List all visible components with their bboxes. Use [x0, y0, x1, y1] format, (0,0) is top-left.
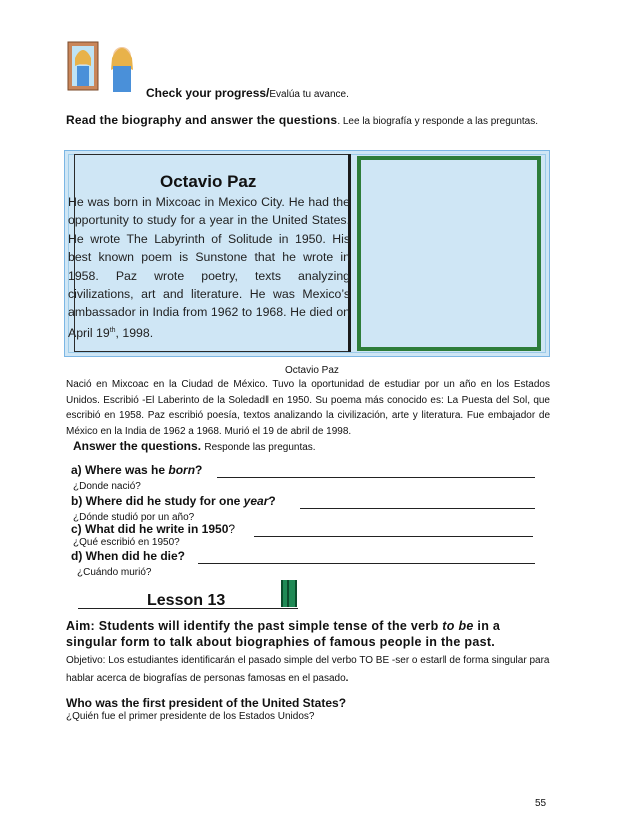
lesson-title: Lesson 13 [147, 592, 226, 609]
page-number: 55 [535, 798, 547, 809]
answer-line-a[interactable] [217, 476, 535, 478]
question-c: c) What did he write in 1950? [71, 522, 236, 536]
question-d-es: ¿Cuándo murió? [77, 567, 152, 578]
president-question-es: ¿Quién fue el primer presidente de los Estados Unidos? [66, 711, 315, 722]
book-icon [281, 580, 297, 607]
lesson-objective: Objetivo: Los estudiantes identificarán el pasado simple del verbo TO BE -ser o estar‖ de forma singular para hablar acerca de biografías de personas famosas en el pasado. [66, 655, 550, 684]
photo-placeholder [357, 156, 541, 351]
question-b: b) Where did he study for one year? [71, 494, 276, 508]
spanish-biography-text: Nació en Mixcoac en la Ciudad de México. Tuvo la oportunidad de estudiar por un año en los Estados Unidos. Escribió -El Laberinto de la Soledad‖ en 1950. Su poema más conocido es: La Puesta del Sol, que escribió en 1958. Paz escribió poesía, textos analizando la civilización, arte y literatura. Fue embajador de México en la India de 1962 a 1968. Murió el 19 de abril de 1998. [66, 379, 550, 437]
answer-line-d[interactable] [198, 562, 535, 564]
question-b-es: ¿Dónde studió por un año? [73, 512, 195, 523]
answer-line-b[interactable] [300, 507, 535, 509]
question-a: a) Where was he born? [71, 463, 203, 477]
question-d: d) When did he die? [71, 549, 185, 563]
two-girls-illustration [66, 36, 146, 94]
question-c-es: ¿Qué escribió en 1950? [73, 537, 180, 548]
questions-header: Answer the questions. Responde las preguntas. [73, 439, 316, 453]
reading-instructions: Read the biography and answer the questions. Lee la biografía y responde a las preguntas. [66, 113, 539, 127]
biography-title: Octavio Paz [160, 172, 257, 191]
spanish-biography-title: Octavio Paz [285, 365, 339, 376]
question-a-es: ¿Donde nació? [73, 481, 141, 492]
lesson-aim: Aim: Students will identify the past simple tense of the verb to be in a singular form to talk about biographies of famous people in the past. [66, 619, 501, 649]
progress-title: Check your progress/Evalúa tu avance. [146, 86, 349, 100]
biography-text: He was born in Mixcoac in Mexico City. He had the opportunity to study for a year in the United States. He wrote The Labyrinth of Solitude in 1950. His best known poem is Sunstone that he wrote in 1958. Paz wrote poetry, texts analyzing civilizations, art and literature. He was Mexico’s ambassador in India from 1962 to 1968. He died on April 19th, 1998. [68, 195, 350, 340]
answer-line-c[interactable] [254, 535, 533, 537]
president-question: Who was the first president of the United States? [66, 696, 347, 710]
